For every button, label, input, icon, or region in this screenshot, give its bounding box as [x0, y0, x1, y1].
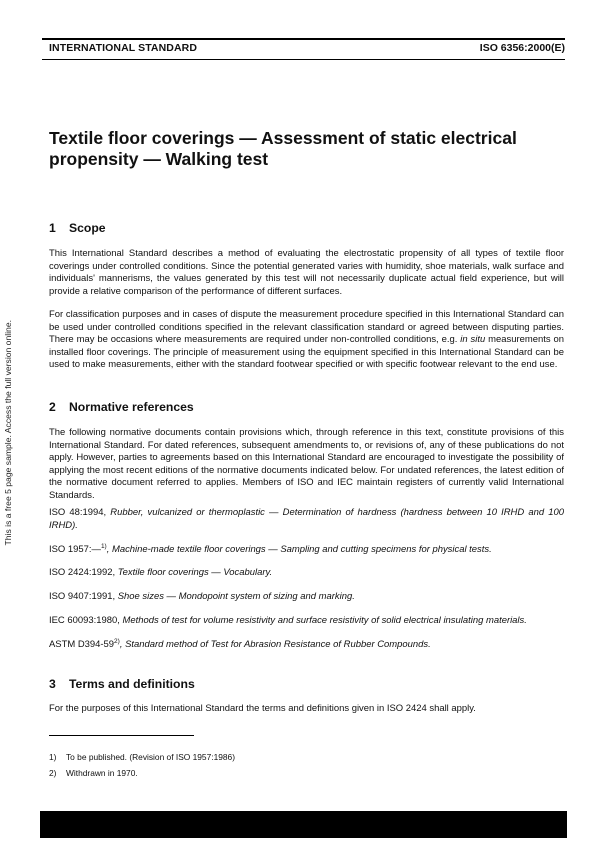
reference-item: [49, 567, 564, 580]
reference-code: ASTM D394-59: [49, 639, 115, 650]
page-title: [49, 128, 549, 170]
reference-item: [49, 615, 564, 628]
footnote-rule: [49, 735, 194, 736]
footer-bar: [40, 811, 567, 838]
footnote-text: Withdrawn in 1970.: [66, 768, 138, 778]
section-heading-scope: [49, 221, 106, 235]
footnote-marker: 1): [100, 543, 107, 550]
header-rule-top: [42, 38, 565, 40]
reference-item: [49, 591, 564, 604]
footnote: [49, 752, 235, 762]
reference-title: , Standard method of Test for Abrasion Resistance of Rubber Compounds.: [119, 639, 431, 650]
section-title: Scope: [69, 221, 106, 235]
reference-code: ISO 2424:1992,: [49, 567, 118, 578]
reference-code: ISO 1957:—: [49, 544, 101, 555]
normative-intro: The following normative documents contain provisions which, through reference in this text, constitute provisions of this International Standard. For dated references, subsequent amendments to, or revisions of, any of these publications do not apply. However, parties to agreements based on this International Standard are encouraged to investigate the possibility of applying the most recent editions of the normative documents indicated below. For undated references, the latest edition of the normative document referred to applies. Members of ISO and IEC maintain registers of currently valid International Standards.: [49, 427, 564, 501]
sample-notice: This is a free 5 page sample. Access the full version online.: [3, 320, 13, 546]
reference-title: , Machine-made textile floor coverings — Sampling and cutting specimens for physical tests.: [106, 544, 492, 555]
section-heading-normative-references: [49, 400, 194, 414]
reference-title: Shoe sizes — Mondopoint system of sizing and marking.: [117, 591, 355, 602]
header-rule-bottom: [42, 59, 565, 60]
footnote-text: To be published. (Revision of ISO 1957:1986): [66, 752, 235, 762]
scope-paragraph-1: This International Standard describes a method of evaluating the electrostatic propensity of all types of textile floor coverings under controlled conditions. Since the potential generated varies with humidity, shoe materials, walk surface and individuals' mannerisms, the values generated by this test will not necessarily duplicate actual field experience, but will provide a relative comparison of the performance of different surfaces.: [49, 248, 564, 297]
section-number: 3: [49, 677, 56, 691]
scope-paragraph-2-italic: in situ: [460, 334, 486, 346]
scope-paragraph-2-text-b: measurements on installed floor coverings. The principle of measurement using the equipment specified in this International Standard can be used to make measurements, either with the standard footwear specified or with specific footwear relevant to the end use.: [49, 334, 565, 371]
reference-item: [49, 639, 564, 652]
footnote-marker: 2): [114, 638, 120, 645]
section-title: Normative references: [69, 400, 194, 414]
reference-title: Textile floor coverings — Vocabulary.: [117, 567, 273, 578]
section-number: 1: [49, 221, 56, 235]
header-doc-number: ISO 6356:2000(E): [479, 42, 565, 54]
scope-paragraph-2: [49, 309, 564, 372]
header-doc-type: INTERNATIONAL STANDARD: [49, 42, 198, 54]
footnote-number: 1): [49, 752, 57, 762]
reference-code: ISO 9407:1991,: [49, 591, 118, 602]
section-number: 2: [49, 400, 56, 414]
footnote-number: 2): [49, 768, 57, 778]
reference-item: [49, 507, 564, 532]
reference-title: Methods of test for volume resistivity and surface resistivity of solid electrical insulating materials.: [122, 615, 527, 626]
section-heading-terms: [49, 677, 195, 691]
page-title-line-2: propensity — Walking test: [49, 149, 269, 169]
page-title-line-1: Textile floor coverings — Assessment of static electrical: [49, 128, 517, 148]
reference-code: IEC 60093:1980,: [49, 615, 123, 626]
reference-code: ISO 48:1994,: [49, 507, 111, 518]
reference-item: [49, 544, 564, 557]
footnote: [49, 768, 138, 778]
reference-title: Rubber, vulcanized or thermoplastic — Determination of hardness (hardness between 10 IRHD and 100 IRHD).: [49, 507, 564, 531]
scope-paragraph-2-text-a: For classification purposes and in cases of dispute the measurement procedure specified in this International Standard can be used under controlled conditions specified in the relevant classification standard or agreed between disputing parties. There may be occasions where measurements are required under non-controlled conditions, e.g.: [49, 309, 564, 346]
section-title: Terms and definitions: [69, 677, 195, 691]
terms-paragraph: For the purposes of this International Standard the terms and definitions given in ISO 2424 shall apply.: [49, 703, 476, 714]
